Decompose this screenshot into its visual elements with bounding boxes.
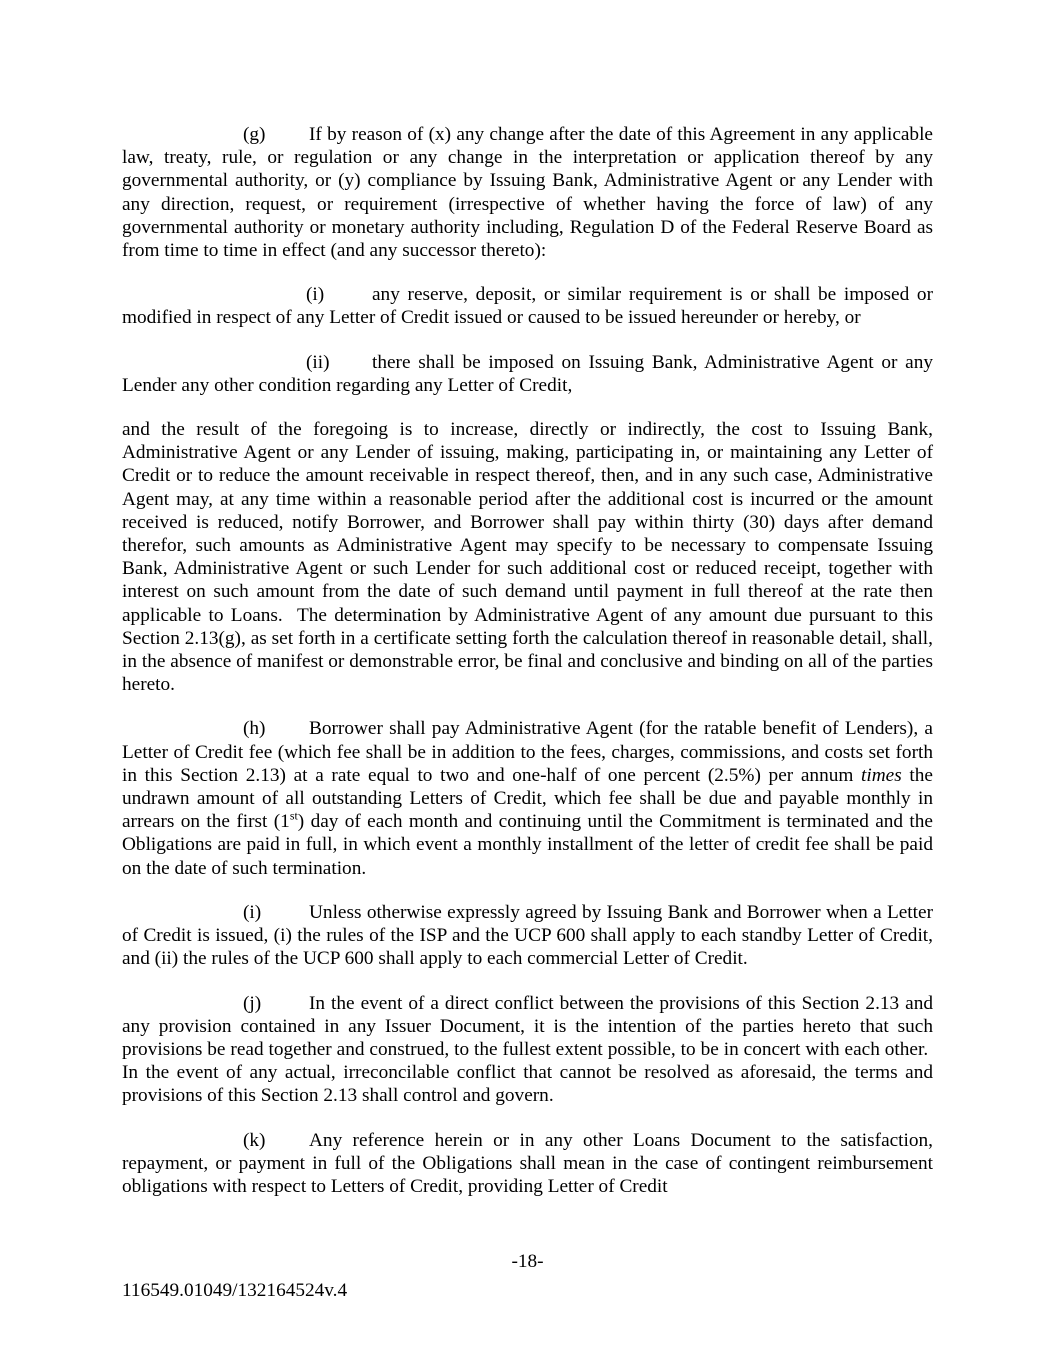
paragraph-label: (j) (243, 992, 262, 1014)
paragraph-j (122, 992, 933, 1108)
text-segment: the undrawn amount of all outstanding Letters of Credit, which fee shall be due and payable monthly in arrears on the first (1 (122, 764, 933, 833)
paragraph-label: (i) (306, 284, 325, 306)
text-segment: st (289, 808, 298, 823)
text-segment: Unless otherwise expressly agreed by Issuing Bank and Borrower when a Letter of Credit is issued, (i) the rules of the ISP and the UCP 600 shall apply to each standby Letter of Credit, and (ii) the rules of the UCP 600 shall apply to each commercial Letter of Credit. (122, 901, 933, 970)
text-segment: Any reference herein or in any other Loans Document to the satisfaction, repayment, or payment in full of the Obligations shall mean in the case of contingent reimbursement obligations with respect to Letters of Credit, providing Letter of Credit (122, 1129, 933, 1197)
paragraph-h (122, 717, 933, 879)
paragraph-label: (ii) (306, 351, 330, 373)
paragraph-label: (g) (243, 124, 266, 145)
paragraph-ii (122, 351, 933, 397)
text-segment: any reserve, deposit, or similar requirement is or shall be imposed or modified in respect of any Letter of Credit issued or caused to be issued hereunder or hereby, or (122, 284, 933, 329)
text-segment: In the event of a direct conflict between the provisions of this Section 2.13 and any provision contained in any Issuer Document, it is the intention of the parties hereto that such provisions be read together and construed, to the fullest extent possible, to be in concert with each other. In the event of any actual, irreconcilable conflict that cannot be resolved as aforesaid, the terms and provisions of this Section 2.13 shall control and govern. (122, 992, 933, 1107)
document-body (122, 123, 933, 1219)
document-id-footer: 116549.01049/132164524v.4 (122, 1280, 348, 1301)
paragraph-i (122, 283, 933, 329)
paragraph-g (122, 123, 933, 262)
paragraph-label: (i) (243, 901, 262, 923)
paragraph-label: (h) (243, 718, 266, 740)
paragraph-k (122, 1129, 933, 1199)
text-segment: If by reason of (x) any change after the date of this Agreement in any applicable law, treaty, rule, or regulation or any change in the interpretation or application thereof by any governmental authority, or (y) compliance by Issuing Bank, Administrative Agent or any Lender with any direction, request, or requirement (irrespective of whether having the force of law) of any governmental authority or monetary authority including, Regulation D of the Federal Reserve Board as from time to time in effect (and any successor thereto): (122, 124, 933, 262)
paragraph-label: (k) (243, 1129, 266, 1151)
text-segment: ) day of each month and continuing until the Commitment is terminated and the Obligations are paid in full, in which event a monthly installment of the letter of credit fee shall be paid on the date of such termination. (122, 811, 933, 879)
page-number: -18- (511, 1251, 544, 1272)
text-segment: and the result of the foregoing is to increase, directly or indirectly, the cost to Issuing Bank, Administrative Agent or any Lender of issuing, making, participating in, or maintaining any Letter of Credit or to reduce the amount receivable in respect thereof, then, and in any such case, Administrative Agent may, at any time within a reasonable period after the additional cost is incurred or the amount received is reduced, notify Borrower, and Borrower shall pay within thirty (30) days after demand therefor, such amounts as Administrative Agent may specify to be necessary to compensate Issuing Bank, Administrative Agent or such Lender for such additional cost or reduced receipt, together with interest on such amount from the date of such demand until payment in full thereof at the rate then applicable to Loans. The determination by Administrative Agent of any amount due pursuant to this Section 2.13(g), as set forth in a certificate setting forth the calculation thereof in reasonable detail, shall, in the absence of manifest or demonstrable error, be final and conclusive and binding on all of the parties hereto. (122, 419, 933, 696)
text-segment: Borrower shall pay Administrative Agent (for the ratable benefit of Lenders), a Letter of Credit fee (which fee shall be in addition to the fees, charges, commissions, and costs set forth in this Section 2.13) at a rate equal to two and one-half of one percent (2.5%) per annum (122, 718, 933, 786)
paragraph-continuation (122, 418, 933, 696)
text-segment: there shall be imposed on Issuing Bank, Administrative Agent or any Lender any other condition regarding any Letter of Credit, (122, 351, 933, 396)
text-segment: times (861, 764, 902, 786)
paragraph-i (122, 901, 933, 971)
